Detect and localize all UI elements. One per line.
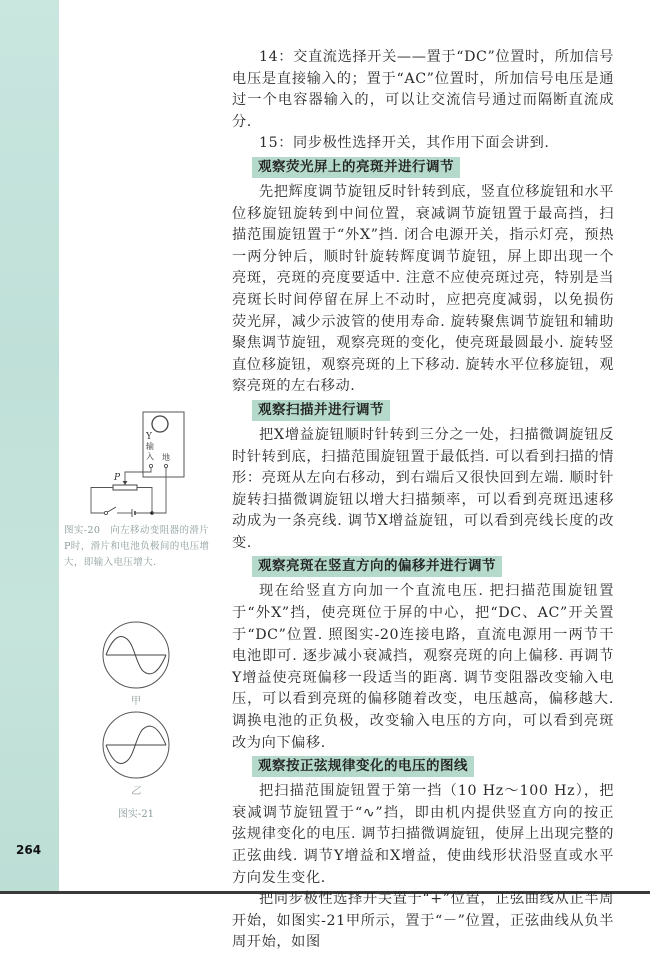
figure-21a-sine-positive [96, 620, 176, 707]
figure-20-caption [64, 523, 214, 571]
section-text-scan: 把X增益旋钮顺时针转到三分之一处，扫描微调旋钮反时针转到底，扫描范围旋钮置于最低挡. 可以看到扫描的情形：亮斑从左向右移动，到右端后又很快回到左端. 顺时针旋转扫描微调旋钮以增大扫描频率，可以看到亮斑迅速移动成为一条亮线. 调节X增益旋钮，可以看到亮线长度的改变. [232, 426, 614, 551]
section-heading-vertical-offset: 观察亮斑在竖直方向的偏移并进行调节 [252, 556, 502, 577]
main-text-column [232, 47, 614, 954]
figure-21b-sine-negative [96, 710, 176, 820]
paragraph-item-14: 14：交直流选择开关——置于“DC”位置时，所加信号电压是直接输入的；置于“AC”位置时，所加信号电压是通过一个电容器输入的，可以让交流信号通过而隔断直流成分. [232, 49, 614, 130]
section-text-vertical-offset: 现在给竖直方向加一个直流电压. 把扫描范围旋钮置于“外X”挡，使亮斑位于屏的中心，把“DC、AC”开关置于“DC”位置. 照图实-20连接电路，直流电源用一两节干电池即可. 逐步减小衰减挡，观察亮斑的向上偏移. 再调节Y增益使亮斑偏移一段适当的距离. 调节变阻器改变输入电压，可以看到亮斑的偏移随着改变，电压越高，偏移越大. 调换电池的正负极，改变输入电压的方向，可以看到亮斑改为向下偏移. [232, 583, 614, 751]
page-number: 264 [16, 843, 42, 857]
section-heading-scan: 观察扫描并进行调节 [252, 400, 390, 421]
caption-text: 图实-20 向左移动变阻器的滑片P时，滑片和电池负极间的电压增大，即输入电压增大. [64, 525, 210, 568]
label-ground: 地 [162, 453, 170, 462]
page-margin-band [0, 0, 59, 892]
oscilloscope-screen-sine-icon [96, 710, 176, 780]
oscilloscope-screen-sine-icon [96, 620, 176, 690]
section-heading-sine-wave: 观察按正弦规律变化的电压的图线 [252, 756, 474, 777]
subfigure-label-a: 甲 [131, 696, 141, 707]
figure-20-circuit [80, 405, 200, 520]
section-text-sync-polarity: 把同步极性选择开关置于“+”位置，正弦曲线从正半周开始，如图实-21甲所示，置于“－”位置，正弦曲线从负半周开始，如图 [232, 891, 614, 951]
subfigure-label-b: 乙 [131, 786, 141, 797]
figure-21-caption: 图实-21 [117, 809, 155, 820]
label-input: 输入 [146, 442, 154, 461]
label-slider-p: P [114, 473, 121, 483]
label-y: Y [146, 432, 152, 442]
section-text-bright-spot: 先把辉度调节旋钮反时针转到底，竖直位移旋钮和水平位移旋钮旋转到中间位置，衰减调节旋钮置于最高挡，扫描范围旋钮置于“外X”挡. 闭合电源开关，指示灯亮，预热一两分钟后，顺时针旋转辉度调节旋钮，屏上即出现一个亮斑，亮斑的亮度要适中. 注意不应使亮斑过亮，特别是当亮斑长时间停留在屏上不动时，应把亮度减弱，以免损伤荧光屏，减少示波管的使用寿命. 旋转聚焦调节旋钮和辅助聚焦调节旋钮，观察亮斑的变化，使亮斑最圆最小. 旋转竖直位移旋钮，观察亮斑的上下移动. 旋转水平位移旋钮，观察亮斑的左右移动. [232, 183, 614, 395]
section-text-sine-wave: 把扫描范围旋钮置于第一挡（10 Hz～100 Hz），把衰减调节旋钮置于“∿”挡，即由机内提供竖直方向的按正弦规律变化的电压. 调节扫描微调旋钮，使屏上出现完整的正弦曲线. 调节Y增益和X增益，使曲线形状沿竖直或水平方向发生变化. [232, 783, 614, 886]
paragraph-item-15: 15：同步极性选择开关，其作用下面会讲到. [259, 135, 550, 152]
section-heading-bright-spot: 观察荧光屏上的亮斑并进行调节 [252, 157, 460, 178]
circuit-diagram-icon [80, 405, 200, 520]
